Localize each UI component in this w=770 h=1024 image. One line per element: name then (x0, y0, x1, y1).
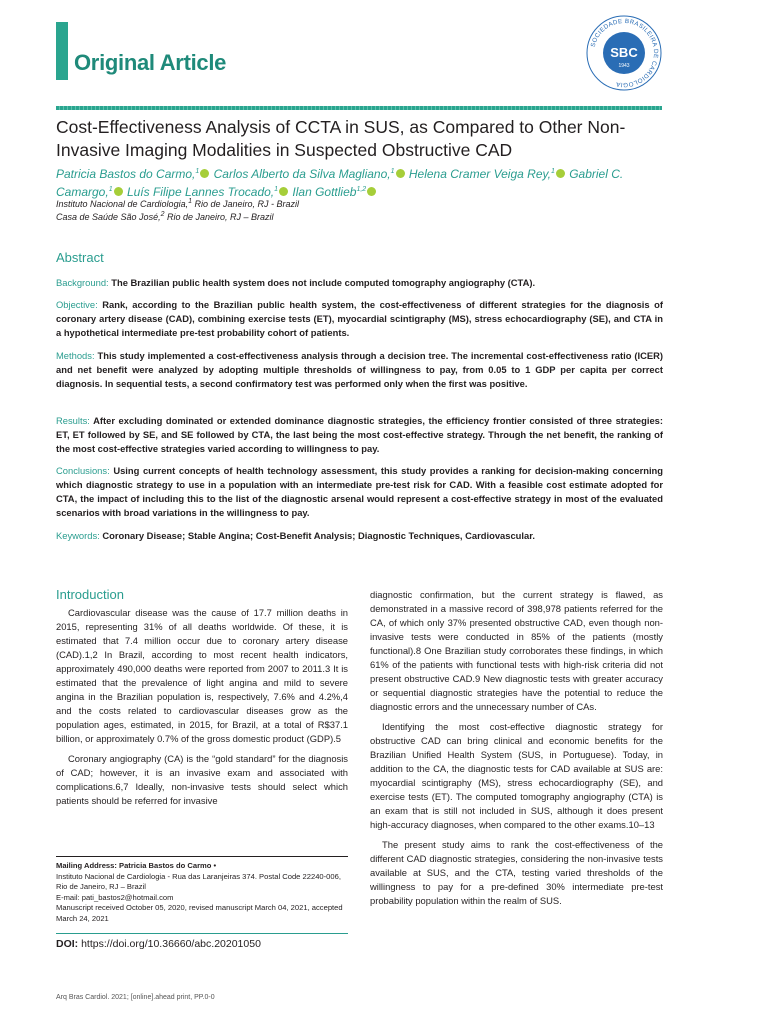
section-label: Keywords: (56, 530, 100, 541)
affiliation-sup: 2 (160, 211, 165, 218)
article-title: Cost-Effectiveness Analysis of CCTA in SUS, as Compared to Other Non-Invasive Imaging Modalities in Suspected Obstructive CAD (56, 117, 626, 160)
author-sup: 1 (274, 186, 279, 193)
mailing-label: Mailing Address: Patricia Bastos do Carmo • (56, 861, 217, 870)
section-text: Rank, according to the Brazilian public health system, the cost-effectiveness of different strategies for the diagnosis of coronary artery disease (CAD), combining exercise tests (ET), myocardial scintigraphy (MS), stress echocardiography (SE), and CTA in a hypothetical intermediate pre-test probability cohort of patients. (56, 299, 663, 338)
orcid-icon[interactable] (200, 169, 209, 178)
affiliation-sup: 1 (188, 198, 192, 205)
orcid-icon[interactable] (556, 169, 565, 178)
paragraph: The present study aims to rank the cost-effectiveness of the different CAD diagnostic strategies, considering the non-invasive tests available at SUS, and the CTA, testing varied thresholds of the willingness to pay for a pre-defined 30% intermediate pre-test probability population within the realm of SUS. (370, 839, 663, 906)
author-name: Ilan Gottlieb (292, 185, 357, 199)
mailing-line: Instituto Nacional de Cardiologia - Rua das Laranjeiras 374. Postal Code 22240-006, Rio de Janeiro, RJ – Brazil (56, 871, 341, 891)
abstract-results (56, 414, 663, 456)
author-name: Patricia Bastos do Carmo, (56, 167, 196, 181)
author-sup: 1 (195, 168, 200, 175)
introduction-heading: Introduction (56, 587, 124, 602)
affiliation-place: Rio de Janeiro, RJ - Brazil (194, 199, 300, 209)
article-type: Original Article (74, 50, 227, 75)
author-list (56, 164, 666, 200)
affiliation-name: Casa de Saúde São José, (56, 212, 161, 222)
affiliation (56, 198, 299, 209)
abstract-conclusions (56, 464, 663, 520)
abstract-methods (56, 349, 663, 391)
logo-year: 1943 (618, 63, 630, 69)
doi-label: DOI: (56, 938, 79, 950)
orcid-icon[interactable] (367, 187, 376, 196)
header-rule (56, 106, 662, 110)
paragraph: Cardiovascular disease was the cause of 17.7 million deaths in 2015, representing 31% of all deaths worldwide. Of these, it is estimated that 7.4 million occur due to coronary artery disease (CAD).1,2 In Brazil, according to most recent health indicators, approximately 490,000 deaths were reported from 2007 to 2011.3 It is estimated that the prevalence of light angina and mild to severe angina in the Brazilian population is, respectively, 7.6% and 4.2%,4 and the costs related to cardiovascular diseases grow as the population ages, estimated, in 2015, for Brazil, at a total of R$37.1 billion, or approximately 0.7% of the gross domestic product (GDP).5 (56, 607, 348, 744)
author-sup: 1 (108, 186, 113, 193)
section-text: Using current concepts of health technology assessment, this study provides a ranking for decision-making concerning which diagnostic strategy to use in a population with an intermediate pre-test risk for CAD. With a feasible cost estimate adopted for CTA, the impact of including this to the list of the diagnostic arsenal would represent a cost-effective strategy in most of the evaluated scenarios with broad variations in the willingness to pay. (56, 465, 664, 518)
left-column (56, 588, 348, 814)
section-label: Results: (56, 415, 90, 426)
logo-initials: SBC (610, 45, 638, 60)
orcid-icon[interactable] (279, 187, 288, 196)
doi-block (56, 933, 348, 950)
doi-link[interactable]: https://doi.org/10.36660/abc.20201050 (81, 938, 261, 950)
author-name: Helena Cramer Veiga Rey, (408, 167, 551, 181)
section-text: After excluding dominated or extended dominance diagnostic strategies, the efficiency frontier consisted of three strategies: ET, ET followed by SE, and SE followed by CTA, the last being the most cost-effective strategy. Through the net benefit, the ranking of the most cost-effective strategies varied according to willingness to pay. (56, 415, 663, 454)
right-column (370, 588, 663, 914)
mailing-address (56, 856, 348, 924)
section-label: Conclusions: (56, 465, 110, 476)
abstract-background (56, 276, 663, 290)
mailing-dates: Manuscript received October 05, 2020, revised manuscript March 04, 2021, accepted March 24, 2021 (56, 903, 343, 923)
author-sup: 1,2 (356, 186, 367, 193)
author-name: Luís Filipe Lannes Trocado, (126, 185, 275, 199)
logo-ring-text: SOCIEDADE BRASILEIRA DE CARDIOLOGIA (589, 17, 660, 89)
section-text: Coronary Disease; Stable Angina; Cost-Benefit Analysis; Diagnostic Techniques, Cardiovascular. (102, 530, 535, 541)
paragraph: diagnostic confirmation, but the current strategy is flawed, as demonstrated in a massive record of 398,978 patients referred for the CA, of which only 37% presented obstructive CAD, even though non-invasive tests were conducted in 85% of the patients (mostly functional).8 One Brazilian study corroborates these findings, in which 61% of the patients with functional tests with high-risk criteria did not present obstructive CAD.9 New diagnostic tests with greater accuracy or sequential diagnostic strategies have the potential to reduce the diagnostic errors and the unnecessary number of CAs. (370, 589, 663, 712)
sbc-logo (584, 13, 664, 93)
section-label: Methods: (56, 350, 95, 361)
section-label: Objective: (56, 299, 98, 310)
paragraph: Identifying the most cost-effective diagnostic strategy for obstructive CAD can bring clinical and economic benefits for the Brazilian Unified Health System (SUS, in Portuguese). Today, in addition to the CA, the diagnostic tests for CAD available at SUS are: myocardial scintigraphy (MS), stress echocardiography (SE), and exercise tests (ET). The computed tomography angiography (CTA) is an exam that is still not included in SUS, although it does present high-accuracy diagnoses, when compared to the other exams.10–13 (370, 721, 663, 830)
author-name: Carlos Alberto da Silva Magliano, (213, 167, 391, 181)
section-text: The Brazilian public health system does not include computed tomography angiography (CTA). (111, 277, 536, 288)
affiliation-name: Instituto Nacional de Cardiologia, (56, 199, 189, 209)
orcid-icon[interactable] (396, 169, 405, 178)
abstract-keywords (56, 529, 663, 543)
abstract-objective (56, 298, 663, 340)
author-sup: 1 (550, 168, 555, 175)
page-footer: Arq Bras Cardiol. 2021; [online].ahead print, PP.0-0 (56, 994, 215, 1001)
affiliation-place: Rio de Janeiro, RJ – Brazil (167, 212, 274, 222)
affiliation (56, 211, 274, 222)
author-name: Gabriel C. Camargo, (56, 167, 624, 199)
mailing-email: E-mail: pati_bastos2@hotmail.com (56, 892, 174, 902)
section-text: This study implemented a cost-effectiveness analysis through a decision tree. The incremental cost-effectiveness ratio (ICER) and net benefit were analyzed by adopting multiple thresholds of willingness to pay, from 0.05 to 1 GDP per capita per correct diagnosis. In sequential tests, a second confirmatory test was performed only when the first was positive. (56, 350, 663, 389)
section-label: Background: (56, 277, 109, 288)
orcid-icon[interactable] (114, 187, 123, 196)
author-sup: 1 (390, 168, 395, 175)
abstract-heading: Abstract (56, 250, 104, 265)
header-accent-bar (56, 22, 68, 80)
paragraph: Coronary angiography (CA) is the “gold standard” for the diagnosis of CAD; however, it is an invasive exam and associated with complications.6,7 Ideally, non-invasive tests should select which patients should be referred for invasive (56, 753, 348, 806)
